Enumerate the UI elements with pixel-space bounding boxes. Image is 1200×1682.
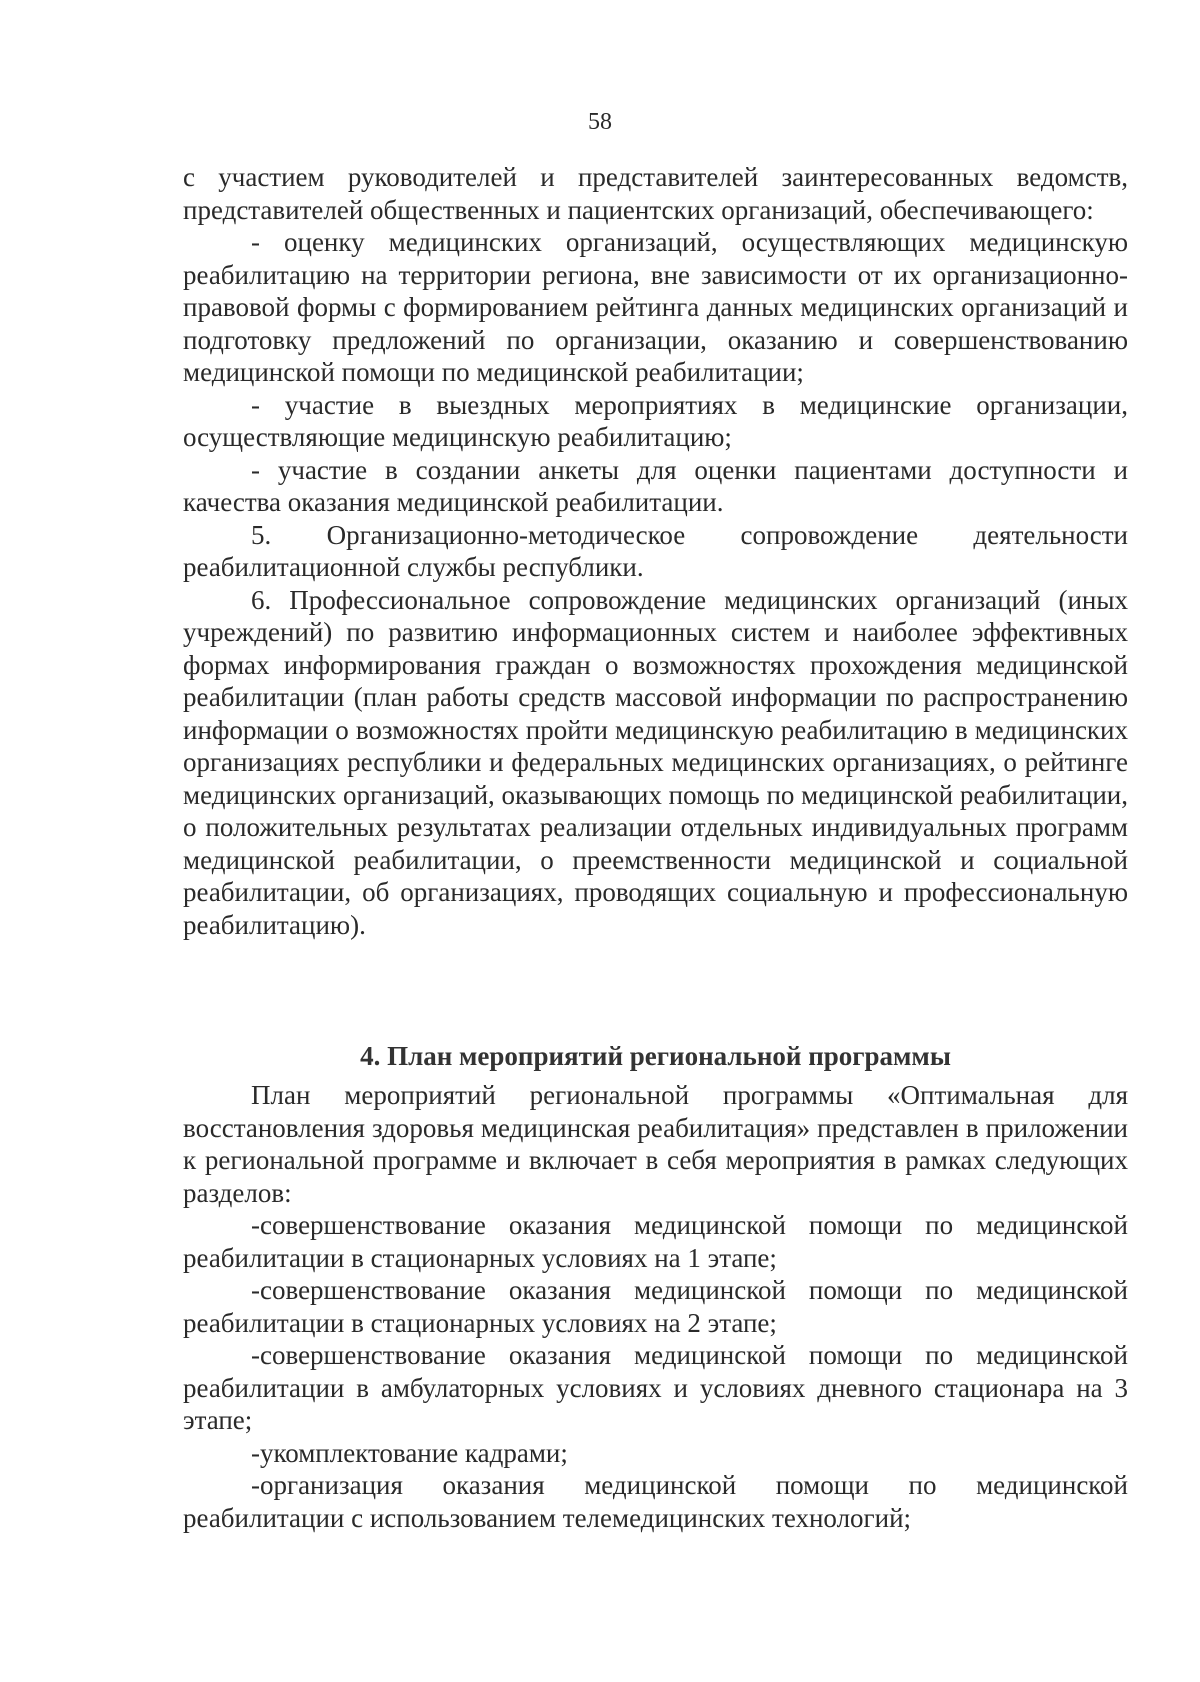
paragraph: План мероприятий региональной программы «Оптимальная для восстановления здоровья медицинская реабилитация» представлен в приложении к региональной программе и включает в себя мероприятия в рамках следующих разделов: <box>183 1080 1128 1208</box>
paragraph: -укомплектование кадрами; <box>251 1437 568 1468</box>
body-text-top <box>183 161 1128 941</box>
paragraph: -совершенствование оказания медицинской помощи по медицинской реабилитации в стационарных условиях на 2 этапе; <box>183 1275 1128 1338</box>
paragraph: -организация оказания медицинской помощи по медицинской реабилитации с использованием телемедицинских технологий; <box>183 1470 1128 1533</box>
paragraph: 6. Профессиональное сопровождение медицинских организаций (иных учреждений) по развитию информационных систем и наиболее эффективных формах информирования граждан о возможностях прохождения медицинской реабилитации (план работы средств массовой информации по распространению информации о возможностях пройти медицинскую реабилитацию в медицинских организациях республики и федеральных медицинских организациях, о рейтинге медицинских организаций, оказывающих помощь по медицинской реабилитации, о положительных результатах реализации отдельных индивидуальных программ медицинской реабилитации, о преемственности медицинской и социальной реабилитации, об организациях, проводящих социальную и профессиональную реабилитацию). <box>183 584 1128 940</box>
paragraph: - участие в выездных мероприятиях в медицинские организации, осуществляющие медицинскую реабилитацию; <box>183 389 1128 452</box>
page-number: 58 <box>588 109 612 135</box>
body-text-bottom <box>183 1079 1128 1534</box>
section-heading: 4. План мероприятий региональной программы <box>360 1041 951 1071</box>
paragraph: с участием руководителей и представителей заинтересованных ведомств, представителей общественных и пациентских организаций, обеспечивающего: <box>183 162 1128 225</box>
paragraph: - участие в создании анкеты для оценки пациентами доступности и качества оказания медицинской реабилитации. <box>183 454 1128 517</box>
paragraph: -совершенствование оказания медицинской помощи по медицинской реабилитации в амбулаторных условиях и условиях дневного стационара на 3 этапе; <box>183 1340 1128 1435</box>
paragraph: -совершенствование оказания медицинской помощи по медицинской реабилитации в стационарных условиях на 1 этапе; <box>183 1210 1128 1273</box>
paragraph: 5. Организационно-методическое сопровождение деятельности реабилитационной службы республики. <box>183 519 1128 582</box>
paragraph: - оценку медицинских организаций, осуществляющих медицинскую реабилитацию на территории региона, вне зависимости от их организационно-правовой формы с формированием рейтинга данных медицинских организаций и подготовку предложений по организации, оказанию и совершенствованию медицинской помощи по медицинской реабилитации; <box>183 227 1128 387</box>
